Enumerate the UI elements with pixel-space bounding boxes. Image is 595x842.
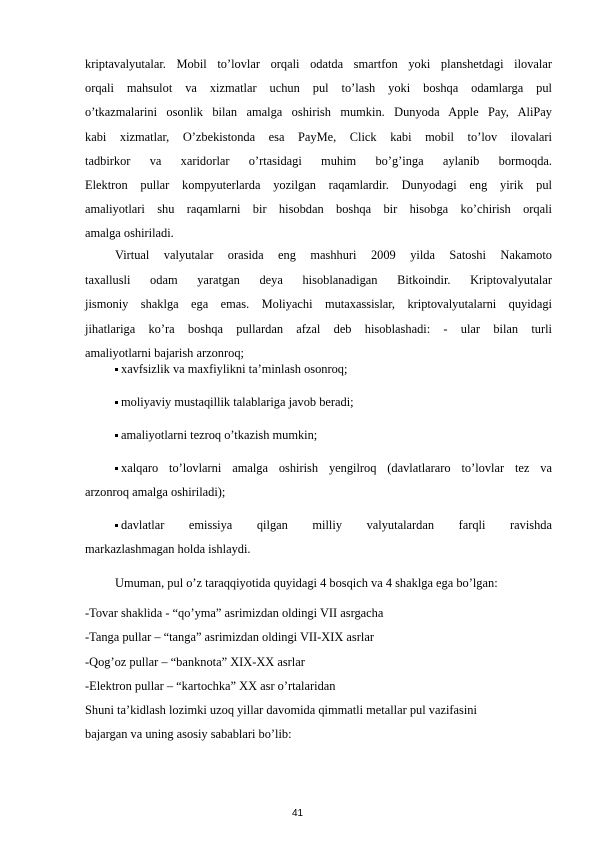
list-item-continuation: markazlashmagan holda ishlaydi.: [85, 542, 251, 556]
text-line: o’tkazmalarini osonlik bilan amalga oshirish mumkin. Dunyoda Apple Pay, AliPay: [85, 105, 552, 120]
text-line: amalga oshiriladi.: [85, 226, 174, 241]
list-item-text: moliyaviy mustaqillik talablariga javob beradi;: [121, 395, 354, 409]
page-number: 41: [291, 808, 304, 819]
text-line: amaliyotlarni bajarish arzonroq;: [85, 346, 244, 361]
text-line: tadbirkor va xaridorlar o’rtasidagi muhim bo’g’inga aylanib bormoqda.: [85, 153, 552, 168]
list-item-text: xavfsizlik va maxfiylikni ta’minlash osonroq;: [121, 362, 348, 376]
stage-item: -Qog’oz pullar – “banknota” XIX-XX asrlar: [85, 655, 305, 669]
list-item: [115, 362, 552, 377]
stage-item: -Elektron pullar – “kartochka” XX asr o’rtalaridan: [85, 679, 336, 693]
text-line: kabi xizmatlar, O’zbekistonda esa PayMe, Click kabi mobil to’lov ilovalari: [85, 129, 552, 144]
list-item: [115, 428, 552, 443]
bullet-icon: [115, 434, 118, 437]
text-line: amaliyotlari shu raqamlarni bir hisobdan boshqa bir hisobga ko’chirish orqali: [85, 202, 552, 217]
text-line: Virtual valyutalar orasida eng mashhuri 2009 yilda Satoshi Nakamoto: [115, 248, 552, 262]
text-line: kriptavalyutalar. Mobil to’lovlar orqali odatda smartfon yoki planshetdagi ilovalar: [85, 57, 552, 71]
text-line: taxallusli odam yaratgan deya hisoblanadigan Bitkoindir. Kriptovalyutalar: [85, 272, 552, 287]
closing-line: bajargan va uning asosiy sabablari bo’lib:: [85, 727, 292, 741]
bullet-icon: [115, 467, 118, 470]
list-item: [115, 461, 552, 476]
list-item-text: xalqaro to’lovlarni amalga oshirish yengilroq (davlatlararo to’lovlar tez va: [121, 461, 552, 475]
text-line: jismoniy shaklga ega emas. Moliyachi mutaxassislar, kriptovalyutalarni quyidagi: [85, 297, 552, 312]
list-item-continuation: arzonroq amalga oshiriladi);: [85, 485, 226, 499]
bullet-icon: [115, 524, 118, 527]
bullet-icon: [115, 401, 118, 404]
stage-item: -Tanga pullar – “tanga” asrimizdan oldingi VII-XIX asrlar: [85, 630, 374, 644]
list-item: [115, 395, 552, 410]
paragraph-mobile-payments: [85, 52, 552, 246]
summary-line: Umuman, pul o’z taraqqiyotida quyidagi 4 bosqich va 4 shaklga ega bo’lgan:: [115, 576, 498, 590]
list-item-text: amaliyotlarni tezroq o’tkazish mumkin;: [121, 428, 318, 442]
stage-item: -Tovar shaklida - “qo’yma” asrimizdan oldingi VII asrgacha: [85, 606, 384, 620]
paragraph-virtual-currencies: [85, 243, 552, 366]
text-line: jihatlariga ko’ra boshqa pullardan afzal deb hisoblashadi: - ular bilan turli: [85, 321, 552, 336]
list-item: [115, 518, 552, 533]
closing-line: Shuni ta’kidlash lozimki uzoq yillar davomida qimmatli metallar pul vazifasini: [85, 703, 477, 717]
bullet-icon: [115, 368, 118, 371]
text-line: Elektron pullar kompyuterlarda yozilgan raqamlardir. Dunyodagi eng yirik pul: [85, 178, 552, 193]
list-item-text: davlatlar emissiya qilgan milliy valyutalardan farqli ravishda: [121, 518, 552, 532]
text-line: orqali mahsulot va xizmatlar uchun pul to’lash yoki boshqa odamlarga pul: [85, 81, 552, 96]
